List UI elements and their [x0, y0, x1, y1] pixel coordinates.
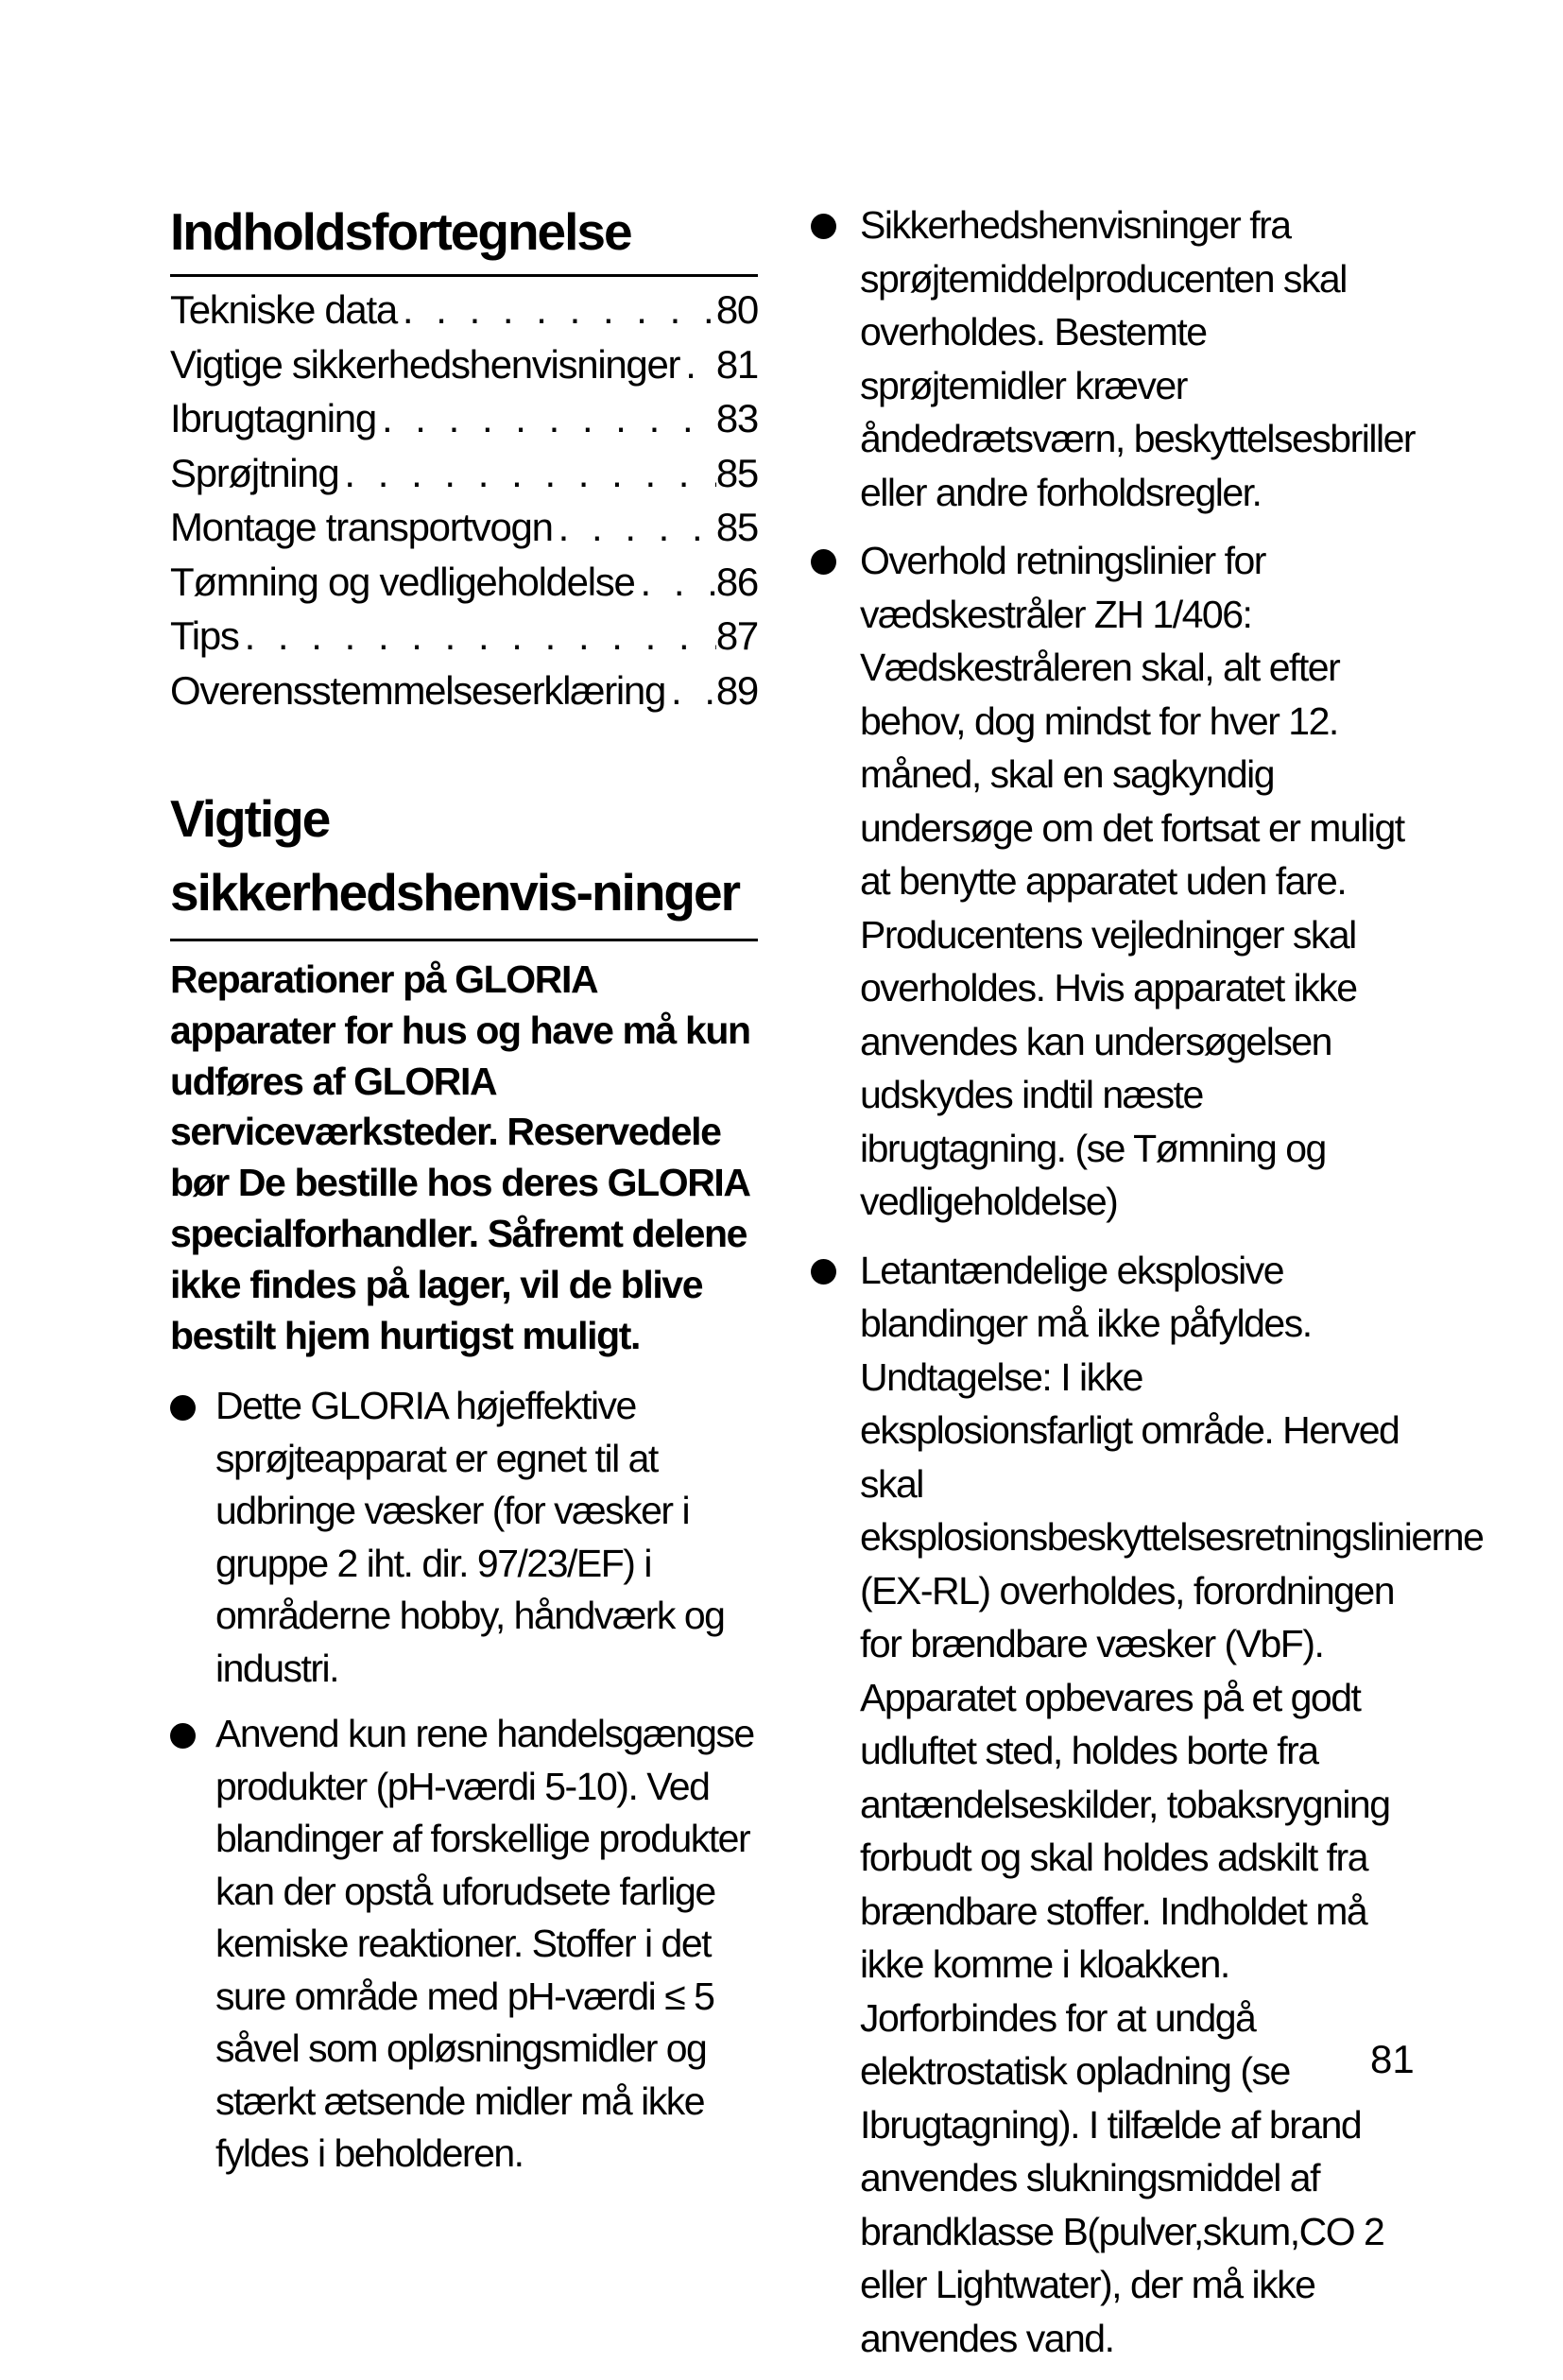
list-item	[170, 1708, 758, 2181]
toc-entry[interactable]	[170, 283, 758, 337]
toc-entry-page: 87	[715, 613, 758, 658]
toc-title: Indholdsfortegnelse	[170, 198, 758, 277]
bullet-text: Sikkerhedshenvisninger fra sprøjtemiddelproducenten skal overholdes. Bestemte sprøjtemidler kræver åndedrætsværn, beskyttelsesbriller eller andre forholdsregler.	[860, 203, 1416, 514]
toc-leader	[338, 446, 715, 501]
toc-leader	[239, 609, 716, 664]
toc-entry[interactable]	[170, 391, 758, 446]
toc-entry-page: 83	[715, 396, 758, 440]
safety-heading: Vigtige sikkerhedshenvis-ninger	[170, 782, 758, 941]
toc-entry-label: Tekniske data	[170, 287, 397, 332]
toc-entry[interactable]	[170, 446, 758, 501]
table-of-contents	[170, 283, 758, 717]
right-bullet-list	[811, 198, 1484, 2365]
toc-leader	[665, 664, 716, 718]
left-column	[170, 198, 758, 2194]
toc-entry-page: 86	[715, 559, 758, 604]
toc-leader	[376, 391, 716, 446]
bullet-dot-icon	[170, 1395, 196, 1421]
toc-entry-label: Vigtige sikkerhedshenvisninger	[170, 341, 680, 387]
toc-entry-label: Overensstemmelseserklæring	[170, 667, 666, 713]
page-number: 81	[1370, 2037, 1415, 2081]
list-item	[811, 198, 1416, 519]
toc-entry[interactable]	[170, 337, 758, 392]
list-item	[811, 534, 1416, 1229]
toc-entry-page: 85	[715, 450, 758, 495]
toc-leader	[635, 555, 716, 610]
toc-entry-page: 80	[715, 287, 758, 332]
safety-intro: Reparationer på GLORIA apparater for hus og have må kun udføres af GLORIA serviceværksteder. Reservedele bør De bestille hos deres GLORIA specialforhandler. Såfremt delene ikke findes på lager, vil de blive bestilt hjem hurtigst muligt.	[170, 957, 750, 1357]
toc-leader	[679, 337, 716, 392]
bullet-text: Anvend kun rene handelsgængse produkter (pH-værdi 5-10). Ved blandinger af forskellige produkter kan der opstå uforudsete farlige kemiske reaktioner. Stoffer i det sure område med pH-værdi ≤ 5 såvel som opløsningsmidler og stærkt ætsende midler må ikke fyldes i beholderen.	[215, 1712, 754, 2176]
toc-entry-page: 85	[715, 505, 758, 549]
bullet-dot-icon	[811, 1259, 836, 1285]
left-bullet-list	[170, 1380, 758, 2181]
bullet-text: Dette GLORIA højeffektive sprøjteapparat er egnet til at udbringe væsker (for væsker i gruppe 2 iht. dir. 97/23/EF) i områderne hobby, håndværk og industri.	[215, 1384, 725, 1690]
toc-entry-label: Tips	[170, 613, 239, 658]
safety-section	[170, 782, 758, 2181]
bullet-text: Overhold retningslinier for vædskestråler ZH 1/406: Vædskestråleren skal, alt efter behov, dog mindst for hver 12. måned, skal en sagkyndig undersøge om det fortsat er muligt at benytte apparatet uden fare. Producentens vejledninger skal overholdes. Hvis apparatet ikke anvendes kan undersøgelsen udskydes indtil næste ibrugtagning. (se Tømning og vedligeholdelse)	[860, 539, 1404, 1223]
toc-leader	[553, 500, 716, 555]
toc-entry[interactable]	[170, 664, 758, 718]
toc-entry-label: Montage transportvogn	[170, 505, 553, 549]
bullet-dot-icon	[811, 214, 836, 239]
toc-entry[interactable]	[170, 500, 758, 555]
right-column	[811, 198, 1484, 2380]
toc-leader	[397, 283, 716, 337]
toc-entry[interactable]	[170, 609, 758, 664]
toc-entry-label: Sprøjtning	[170, 450, 339, 495]
bullet-dot-icon	[170, 1723, 196, 1749]
toc-entry-page: 89	[715, 667, 758, 713]
toc-entry-page: 81	[715, 341, 758, 387]
bullet-dot-icon	[811, 549, 836, 575]
list-item	[170, 1380, 758, 1695]
toc-entry[interactable]	[170, 555, 758, 610]
bullet-text: Letantændelige eksplosive blandinger må ikke påfyldes. Undtagelse: I ikke eksplosionsfarligt område. Herved skal eksplosionsbeskyttelsesretningslinierne (EX-RL) overholdes, forordningen for brændbare væsker (VbF). Apparatet opbevares på et godt udluftet sted, holdes borte fra antændelseskilder, tobaksrygning forbudt og skal holdes adskilt fra brændbare stoffer. Indholdet må ikke komme i kloakken. Jorforbindes for at undgå elektrostatisk opladning (se Ibrugtagning). I tilfælde af brand anvendes slukningsmiddel af brandklasse B(pulver,skum,CO 2 eller Lightwater), der må ikke anvendes vand.	[860, 1248, 1484, 2360]
toc-entry-label: Ibrugtagning	[170, 396, 376, 440]
list-item	[811, 1244, 1484, 2366]
toc-entry-label: Tømning og vedligeholdelse	[170, 559, 635, 604]
